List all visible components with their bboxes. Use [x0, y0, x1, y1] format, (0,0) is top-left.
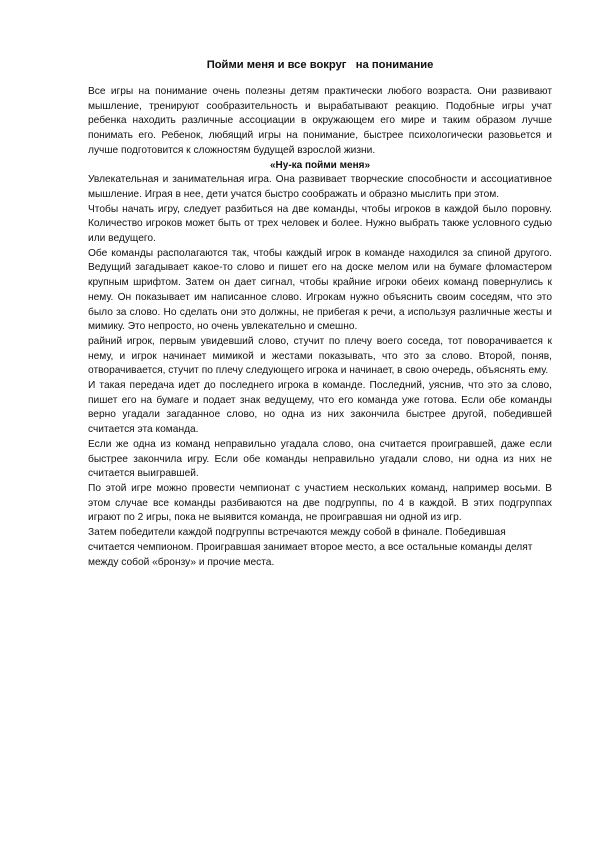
document-page — [88, 58, 552, 570]
body-paragraph: райний игрок, первым увидевший слово, стучит по плечу воего соседа, тот поворачивается к нему, и игрок начинает мимикой и жестами показывать, что это за слово. Второй, поняв, отворачивается, стучит по плечу следующего игрока и начинает, в свою очередь, объяснять ему. — [88, 335, 552, 377]
body-paragraph: Чтобы начать игру, следует разбиться на две команды, чтобы игроков в каждой было поровну. Количество игроков может быть от трех человек и более. Нужно выбрать также условного судью или ведущего. — [88, 203, 552, 245]
document-title: Пойми меня и все вокруг на понимание — [206, 59, 434, 71]
game-title: «Ну-ка пойми меня» — [269, 159, 371, 171]
intro-paragraph: Все игры на понимание очень полезны детям практически любого возраста. Они развивают мышление, тренируют сообразительность и вырабатывают реакцию. Подобные игры учат ребенка находить различные ассоциации в окружающем его мире и таким образом лучше понимать его. Ребенок, любящий игры на понимание, быстрее психологически разовьется и лучше подготовится к сложностям будущей взрослой жизни. — [88, 86, 552, 156]
body-paragraph: И такая передача идет до последнего игрока в команде. Последний, уяснив, что это за слово, пишет его на бумаге и подает знак ведущему, что его команда уже готова. Если обе команды верно угадали загаданное слово, но одна из них закончила быстрее другой, победившей считается эта команда. — [88, 380, 552, 436]
body-paragraph: Затем победители каждой подгруппы встречаются между собой в финале. Победившая считается чемпионом. Проигравшая занимает второе место, а все остальные команды делят между собой «бронзу» и прочие места. — [88, 527, 533, 568]
body-paragraph: Увлекательная и занимательная игра. Она развивает творческие способности и ассоциативное мышление. Играя в нее, дети учатся быстро соображать и образно мыслить при этом. — [88, 174, 552, 200]
body-paragraph: Если же одна из команд неправильно угадала слово, она считается проигравшей, даже если быстрее закончила игру. Если обе команды неправильно угадали слово, ни одна из них не считается выигравшей. — [88, 438, 552, 480]
body-paragraph: Обе команды располагаются так, чтобы каждый игрок в команде находился за спиной другого. Ведущий загадывает какое-то слово и пишет его на доске мелом или на бумаге фломастером крупным шрифтом. Затем он дает сигнал, чтобы крайние игроки обеих команд повернулись к нему. Он показывает им написанное слово. Игрокам нужно объяснить своим соседям, что это было за слово. Но сделать они это должны, не прибегая к речи, а используя различные жесты и мимику. Это непросто, но очень увлекательно и смешно. — [88, 247, 552, 333]
body-paragraph: По этой игре можно провести чемпионат с участием нескольких команд, например восьми. В этом случае все команды разбиваются на две подгруппы, по 4 в каждой. В этих подгруппах играют по 2 игры, пока не выявится команда, не проигравшая ни одной из игр. — [88, 482, 552, 524]
